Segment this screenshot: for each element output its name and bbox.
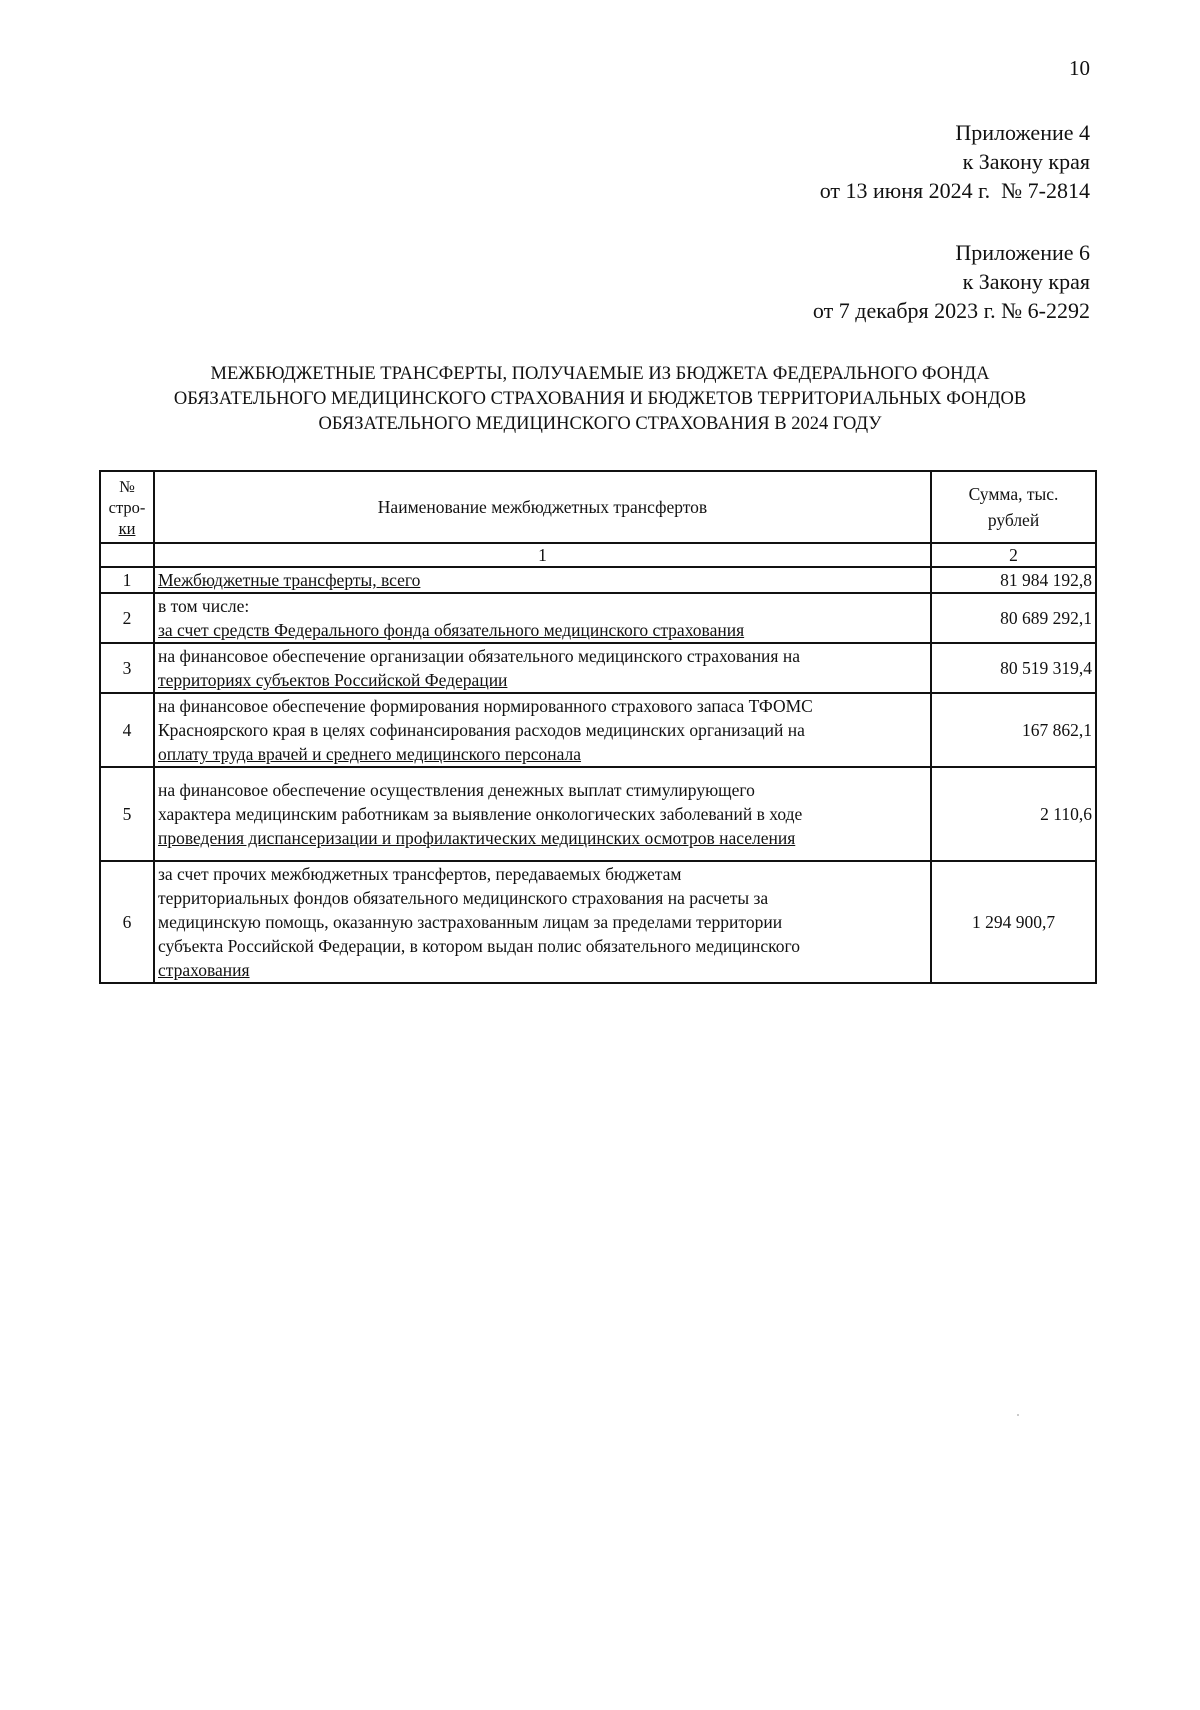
column-number-empty [100, 543, 154, 567]
row-name-line: на финансовое обеспечение организации обязательного медицинского страхования на [158, 646, 800, 666]
table-row [100, 593, 1096, 643]
column-number-sum: 2 [931, 543, 1096, 567]
page-number: 10 [1069, 56, 1090, 80]
row-number: 6 [100, 861, 154, 983]
transfers-table [99, 470, 1097, 984]
appendix-reference-original [813, 238, 1090, 325]
row-name [154, 593, 931, 643]
row-name [154, 767, 931, 861]
appendix-law: к Закону края [962, 149, 1090, 174]
header-row-number [100, 471, 154, 543]
appendix-label: Приложение 6 [955, 240, 1090, 265]
row-name [154, 861, 931, 983]
appendix-date: от 13 июня 2024 г. № 7-2814 [819, 178, 1090, 203]
header-sum [931, 471, 1096, 543]
scan-speck [1017, 1414, 1019, 1416]
appendix-reference-current [820, 118, 1090, 205]
title-line: ОБЯЗАТЕЛЬНОГО МЕДИЦИНСКОГО СТРАХОВАНИЯ И БЮДЖЕТОВ ТЕРРИТОРИАЛЬНЫХ ФОНДОВ [173, 389, 1027, 409]
title-line: МЕЖБЮДЖЕТНЫЕ ТРАНСФЕРТЫ, ПОЛУЧАЕМЫЕ ИЗ БЮДЖЕТА ФЕДЕРАЛЬНОГО ФОНДА [210, 364, 990, 384]
row-sum: 167 862,1 [931, 693, 1096, 767]
header-sum-line: рублей [987, 510, 1040, 530]
row-name-line: характера медицинским работникам за выявление онкологических заболеваний в ходе [158, 804, 803, 824]
header-sum-line: Сумма, тыс. [968, 484, 1059, 504]
row-name-line: на финансовое обеспечение осуществления денежных выплат стимулирующего [158, 780, 755, 800]
row-number: 2 [100, 593, 154, 643]
row-sum: 80 519 319,4 [931, 643, 1096, 693]
table-row [100, 693, 1096, 767]
row-name-line: территориальных фондов обязательного медицинского страхования на расчеты за [158, 888, 769, 908]
row-name-line: на финансовое обеспечение формирования нормированного страхового запаса ТФОМС [158, 696, 813, 716]
row-number: 3 [100, 643, 154, 693]
appendix-date: от 7 декабря 2023 г. № 6-2292 [812, 298, 1090, 323]
table-row [100, 567, 1096, 593]
table-row [100, 643, 1096, 693]
appendix-law: к Закону края [962, 269, 1090, 294]
table-header-row [100, 471, 1096, 543]
row-sum: 81 984 192,8 [931, 567, 1096, 593]
row-name-line: субъекта Российской Федерации, в котором выдан полис обязательного медицинского [158, 936, 800, 956]
row-name-line: проведения диспансеризации и профилактических медицинских осмотров населения [158, 828, 796, 848]
header-name: Наименование межбюджетных трансфертов [154, 471, 931, 543]
row-name-line: Межбюджетные трансферты, всего [158, 570, 421, 590]
title-line: ОБЯЗАТЕЛЬНОГО МЕДИЦИНСКОГО СТРАХОВАНИЯ В 2024 ГОДУ [318, 414, 882, 434]
row-sum: 80 689 292,1 [931, 593, 1096, 643]
row-name [154, 643, 931, 693]
row-name [154, 567, 931, 593]
row-name-line: за счет прочих межбюджетных трансфертов, передаваемых бюджетам [158, 864, 682, 884]
row-number: 5 [100, 767, 154, 861]
table-row [100, 767, 1096, 861]
row-name-line: страхования [158, 960, 250, 980]
row-name-line: за счет средств Федерального фонда обязательного медицинского страхования [158, 620, 745, 640]
header-num-sign: № [119, 476, 135, 496]
row-number: 1 [100, 567, 154, 593]
header-num-word-end: ки [118, 518, 136, 538]
row-name-line: медицинскую помощь, оказанную застрахованным лицам за пределами территории [158, 912, 783, 932]
row-sum: 2 110,6 [931, 767, 1096, 861]
row-sum: 1 294 900,7 [931, 861, 1096, 983]
row-name-line: в том числе: [158, 596, 250, 616]
document-title [100, 362, 1100, 437]
table-body [100, 567, 1096, 983]
row-name-line: оплату труда врачей и среднего медицинского персонала [158, 744, 582, 764]
row-name-line: территориях субъектов Российской Федерации [158, 670, 508, 690]
header-num-word: стро- [108, 497, 146, 517]
row-name-line: Красноярского края в целях софинансирования расходов медицинских организаций на [158, 720, 805, 740]
row-number: 4 [100, 693, 154, 767]
column-number-name: 1 [154, 543, 931, 567]
column-number-row [100, 543, 1096, 567]
appendix-label: Приложение 4 [955, 120, 1090, 145]
table-row [100, 861, 1096, 983]
row-name [154, 693, 931, 767]
